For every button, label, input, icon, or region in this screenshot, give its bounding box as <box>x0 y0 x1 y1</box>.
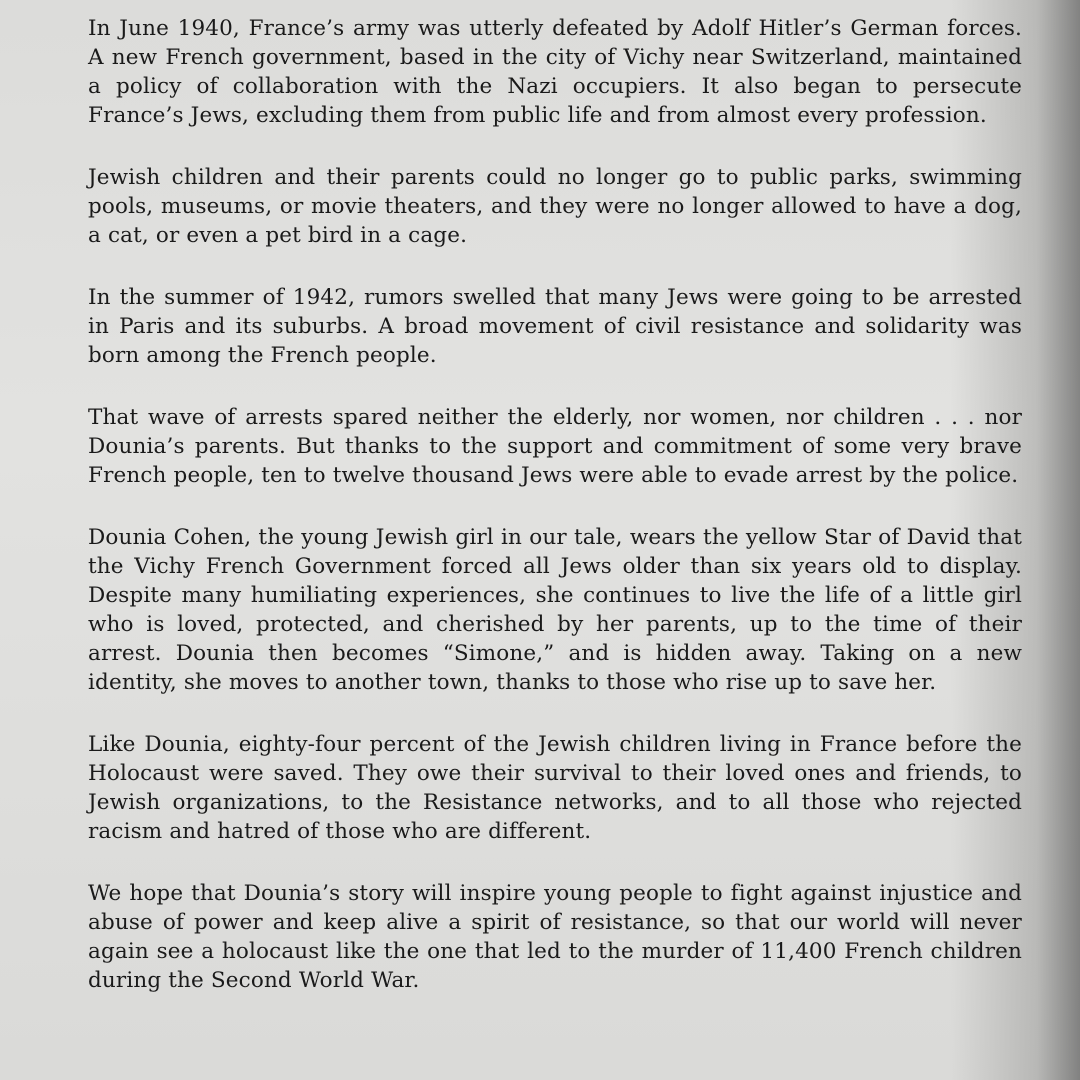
body-text <box>88 14 1022 995</box>
paragraph-2-restrictions: Jewish children and their parents could no longer go to public parks, swimming pools, museums, or movie theaters, and they were no longer allowed to have a dog, a cat, or even a pet bird in a cage. <box>88 165 1022 248</box>
paragraph-4-wave-of-arrests: That wave of arrests spared neither the elderly, nor women, nor children . . . nor Dounia’s parents. But thanks to the support and commitment of some very brave French people, ten to twelve thousand Jews were able to evade arrest by the police. <box>88 405 1022 488</box>
paragraph-3-rumors-1942: In the summer of 1942, rumors swelled that many Jews were going to be arrested in Paris and its suburbs. A broad movement of civil resistance and solidarity was born among the French people. <box>88 285 1022 368</box>
paragraph-7-hope: We hope that Dounia’s story will inspire young people to fight against injustice and abuse of power and keep alive a spirit of resistance, so that our world will never again see a holocaust like the one that led to the murder of 11,400 French children during the Second World War. <box>88 881 1022 993</box>
paragraph-5-dounia-cohen: Dounia Cohen, the young Jewish girl in our tale, wears the yellow Star of David that the Vichy French Government forced all Jews older than six years old to display. Despite many humiliating experiences, she continues to live the life of a little girl who is loved, protected, and cherished by her parents, up to the time of their arrest. Dounia then becomes “Simone,” and is hidden away. Taking on a new identity, she moves to another town, thanks to those who rise up to save her. <box>88 525 1022 695</box>
paragraph-6-children-saved: Like Dounia, eighty-four percent of the Jewish children living in France before the Holocaust were saved. They owe their survival to their loved ones and friends, to Jewish organizations, to the Resistance networks, and to all those who rejected racism and hatred of those who are different. <box>88 732 1022 844</box>
paragraph-1-vichy-government: In June 1940, France’s army was utterly defeated by Adolf Hitler’s German forces. A new French government, based in the city of Vichy near Switzerland, maintained a policy of collaboration with the Nazi occupiers. It also began to persecute France’s Jews, excluding them from public life and from almost every profession. <box>88 16 1022 128</box>
